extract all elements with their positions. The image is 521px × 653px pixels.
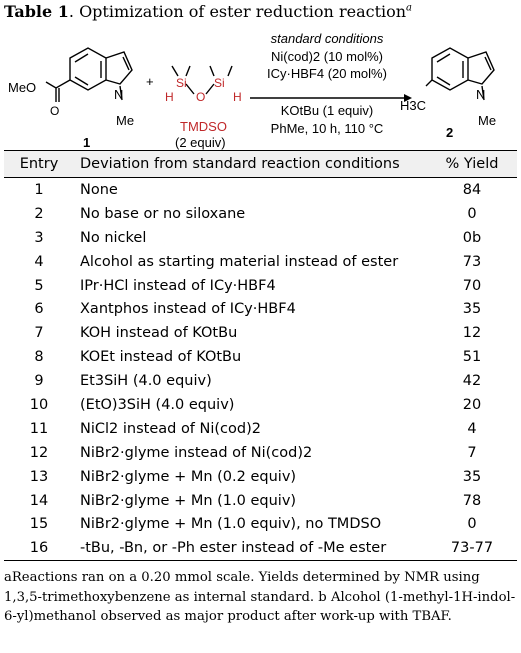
entry-cell: 7 <box>34 325 44 342</box>
table-title-text: . Optimization of ester reduction reaction <box>68 2 407 21</box>
yield-cell: 70 <box>462 277 482 294</box>
table-row <box>4 345 517 369</box>
entry-cell: 16 <box>4 536 74 560</box>
table-row <box>4 274 517 298</box>
reactant-n-methyl: Me <box>116 113 135 128</box>
table-row <box>4 417 517 441</box>
reagent-equiv: (2 equiv) <box>175 135 226 150</box>
table-title-prefix: Table 1 <box>4 2 69 21</box>
deviation-cell: No base or no siloxane <box>80 205 246 222</box>
yield-cell: 51 <box>462 349 482 366</box>
product-label: 2 <box>446 125 454 140</box>
entry-cell: 9 <box>34 373 44 390</box>
yield-cell: 20 <box>462 396 482 413</box>
entry-cell: 5 <box>34 277 44 294</box>
reagent-h2: H <box>233 90 242 104</box>
condition-catalyst: Ni(cod)2 (10 mol%) <box>271 49 383 64</box>
reactant-carbonyl-o: O <box>50 104 60 118</box>
deviation-cell: NiBr2·glyme instead of Ni(cod)2 <box>80 444 313 461</box>
table-row <box>4 512 517 536</box>
entry-cell: 8 <box>34 349 44 366</box>
table-row <box>4 393 517 417</box>
reaction-scheme <box>0 28 521 158</box>
reagent-h1: H <box>165 90 174 104</box>
yield-cell: 0 <box>467 205 477 222</box>
condition-base: KOtBu (1 equiv) <box>280 103 374 118</box>
yield-cell: 7 <box>467 444 477 461</box>
deviation-cell: Et3SiH (4.0 equiv) <box>80 373 212 390</box>
table-row <box>4 489 517 513</box>
yield-cell: 4 <box>467 420 477 437</box>
plus-sign: + <box>146 74 154 89</box>
conditions-title: standard conditions <box>270 31 384 46</box>
table-row <box>4 202 517 226</box>
deviation-cell: NiCl2 instead of Ni(cod)2 <box>80 420 261 437</box>
deviation-cell: (EtO)3SiH (4.0 equiv) <box>80 396 235 413</box>
yield-cell: 0 <box>467 516 477 533</box>
entry-cell: 13 <box>29 468 49 485</box>
reactant-label: 1 <box>83 135 91 150</box>
reactant-ester-label: MeO <box>8 80 37 95</box>
entry-cell: 4 <box>34 253 44 270</box>
deviation-cell: Xantphos instead of ICy·HBF4 <box>80 301 296 318</box>
reactant-n-label: N <box>114 87 124 102</box>
reagent-name: TMDSO <box>180 119 227 134</box>
yield-cell: 35 <box>462 468 482 485</box>
deviation-cell: NiBr2·glyme + Mn (0.2 equiv) <box>80 468 297 485</box>
table-row <box>4 250 517 274</box>
table-row <box>4 226 517 250</box>
reagent-si1: Si <box>176 76 187 90</box>
entry-cell: 14 <box>29 492 49 509</box>
deviation-cell: None <box>80 181 118 198</box>
table-row <box>4 321 517 345</box>
optimization-table <box>4 150 517 561</box>
yield-cell: 12 <box>462 325 482 342</box>
reactant-ester-bond <box>46 80 70 102</box>
entry-cell: 1 <box>34 181 44 198</box>
deviation-cell: Alcohol as starting material instead of ester <box>80 253 399 270</box>
entry-cell: 10 <box>29 396 49 413</box>
yield-cell: 78 <box>462 492 482 509</box>
reagent-o: O <box>196 90 206 104</box>
yield-cell: 42 <box>462 373 482 390</box>
table-row <box>4 465 517 489</box>
condition-ligand: ICy·HBF4 (20 mol%) <box>267 66 387 81</box>
table-title <box>4 2 412 21</box>
table-header-row <box>4 151 517 178</box>
table-row <box>4 178 517 202</box>
table-row <box>4 369 517 393</box>
yield-cell: 35 <box>462 301 482 318</box>
header-yield: % Yield <box>427 151 517 178</box>
header-entry: Entry <box>4 151 74 178</box>
yield-cell: 84 <box>462 181 482 198</box>
deviation-cell: NiBr2·glyme + Mn (1.0 equiv), no TMDSO <box>80 516 382 533</box>
entry-cell: 12 <box>29 444 49 461</box>
yield-cell: 73 <box>462 253 482 270</box>
deviation-cell: KOH instead of KOtBu <box>80 325 238 342</box>
table-footnote: aReactions ran on a 0.20 mmol scale. Yields determined by NMR using 1,3,5-trimethoxybenzene as internal standard. b Alcohol (1-methyl-1H-indol-6-yl)methanol observed as major product after work-up with TBAF. <box>4 570 516 624</box>
entry-cell: 15 <box>29 516 49 533</box>
header-deviation: Deviation from standard reaction conditions <box>74 151 427 178</box>
entry-cell: 11 <box>29 420 49 437</box>
entry-cell: 6 <box>34 301 44 318</box>
deviation-cell: NiBr2·glyme + Mn (1.0 equiv) <box>80 492 297 509</box>
table-row <box>4 536 517 560</box>
deviation-cell: KOEt instead of KOtBu <box>80 349 242 366</box>
entry-cell: 2 <box>34 205 44 222</box>
table-title-footnote-mark: a <box>406 2 413 14</box>
product-methyl-label: H3C <box>400 98 427 113</box>
table-row <box>4 441 517 465</box>
entry-cell: 3 <box>34 229 44 246</box>
reagent-si2: Si <box>214 76 225 90</box>
table-body <box>4 178 517 561</box>
product-n-methyl: Me <box>478 113 497 128</box>
table-row <box>4 297 517 321</box>
deviation-cell: -tBu, -Bn, or -Ph ester instead of -Me ester <box>74 536 427 560</box>
deviation-cell: IPr·HCl instead of ICy·HBF4 <box>80 277 276 294</box>
yield-cell: 0b <box>462 229 482 246</box>
deviation-cell: No nickel <box>80 229 147 246</box>
condition-solvent: PhMe, 10 h, 110 °C <box>270 121 384 136</box>
product-n-label: N <box>476 87 486 102</box>
yield-cell: 73-77 <box>427 536 517 560</box>
